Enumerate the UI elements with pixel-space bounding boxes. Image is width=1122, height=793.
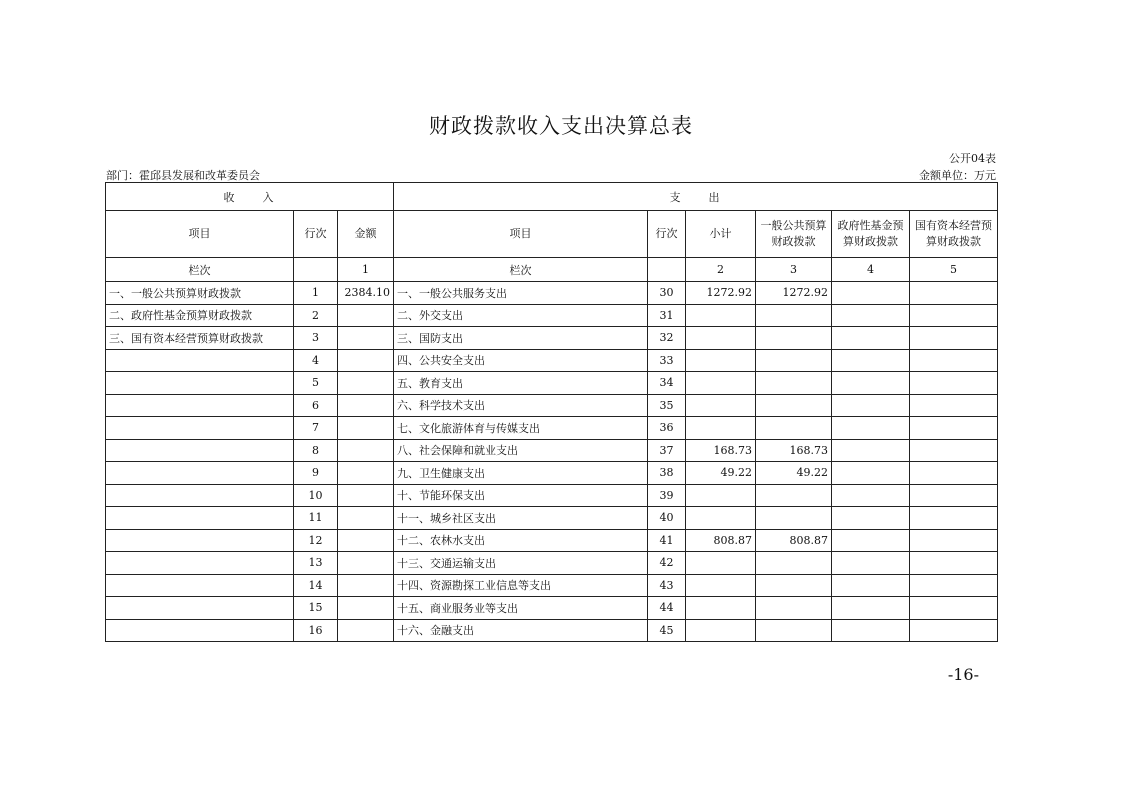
general-budget-cell: [756, 304, 832, 327]
income-item-cell: [106, 619, 294, 642]
lanci-empty: [294, 258, 338, 282]
expense-line-cell: 39: [648, 484, 686, 507]
expense-item-cell: 三、国防支出: [394, 327, 648, 350]
income-line-cell: 9: [294, 462, 338, 485]
table-row: [106, 484, 998, 507]
general-budget-cell: [756, 394, 832, 417]
lanci-c5: 5: [910, 258, 998, 282]
income-item-cell: [106, 394, 294, 417]
soe-budget-cell: [910, 597, 998, 620]
gov-fund-cell: [832, 619, 910, 642]
soe-budget-cell: [910, 372, 998, 395]
soe-budget-cell: [910, 619, 998, 642]
department-label: 部门：霍邱县发展和改革委员会: [106, 169, 260, 182]
expense-item-cell: 十一、城乡社区支出: [394, 507, 648, 530]
expense-item-cell: 九、卫生健康支出: [394, 462, 648, 485]
income-line-cell: 10: [294, 484, 338, 507]
header-gov-fund: 政府性基金预算财政拨款: [832, 211, 910, 258]
gov-fund-cell: [832, 484, 910, 507]
expense-item-cell: 十二、农林水支出: [394, 529, 648, 552]
general-budget-cell: [756, 417, 832, 440]
soe-budget-cell: [910, 529, 998, 552]
income-amount-cell: [338, 327, 394, 350]
income-item-cell: [106, 372, 294, 395]
table-row: [106, 574, 998, 597]
gov-fund-cell: [832, 439, 910, 462]
gov-fund-cell: [832, 597, 910, 620]
income-item-cell: [106, 484, 294, 507]
unit-label: 金额单位：万元: [919, 169, 996, 182]
soe-budget-cell: [910, 552, 998, 575]
income-line-cell: 3: [294, 327, 338, 350]
income-line-cell: 16: [294, 619, 338, 642]
income-amount-cell: [338, 484, 394, 507]
income-item-cell: [106, 597, 294, 620]
soe-budget-cell: [910, 327, 998, 350]
lanci-c3: 3: [756, 258, 832, 282]
gov-fund-cell: [832, 394, 910, 417]
general-budget-cell: [756, 574, 832, 597]
lanci-row: [106, 258, 998, 282]
table-row: [106, 304, 998, 327]
gov-fund-cell: [832, 574, 910, 597]
subtotal-cell: 1272.92: [686, 282, 756, 305]
income-line-cell: 14: [294, 574, 338, 597]
income-section-label: 收 入: [106, 183, 394, 211]
expense-item-cell: 十、节能环保支出: [394, 484, 648, 507]
header-soe-budget: 国有资本经营预算财政拨款: [910, 211, 998, 258]
income-amount-cell: [338, 574, 394, 597]
header-subtotal: 小计: [686, 211, 756, 258]
soe-budget-cell: [910, 304, 998, 327]
table-row: [106, 529, 998, 552]
income-line-cell: 8: [294, 439, 338, 462]
subtotal-cell: [686, 327, 756, 350]
income-line-cell: 2: [294, 304, 338, 327]
general-budget-cell: 49.22: [756, 462, 832, 485]
income-item-cell: [106, 462, 294, 485]
income-item-cell: [106, 349, 294, 372]
subtotal-cell: 49.22: [686, 462, 756, 485]
expense-item-cell: 十六、金融支出: [394, 619, 648, 642]
income-amount-cell: [338, 417, 394, 440]
table-row: [106, 552, 998, 575]
soe-budget-cell: [910, 349, 998, 372]
income-line-cell: 13: [294, 552, 338, 575]
soe-budget-cell: [910, 507, 998, 530]
income-item-cell: [106, 574, 294, 597]
gov-fund-cell: [832, 327, 910, 350]
expense-line-cell: 40: [648, 507, 686, 530]
income-amount-cell: [338, 619, 394, 642]
general-budget-cell: 1272.92: [756, 282, 832, 305]
income-line-cell: 15: [294, 597, 338, 620]
expense-line-cell: 35: [648, 394, 686, 417]
expense-line-cell: 45: [648, 619, 686, 642]
income-amount-cell: [338, 394, 394, 417]
table-row: [106, 507, 998, 530]
expense-item-cell: 十三、交通运输支出: [394, 552, 648, 575]
general-budget-cell: [756, 552, 832, 575]
table-row: [106, 394, 998, 417]
subtotal-cell: [686, 507, 756, 530]
income-line-cell: 6: [294, 394, 338, 417]
header-income-amount: 金额: [338, 211, 394, 258]
table-row: [106, 439, 998, 462]
income-line-cell: 5: [294, 372, 338, 395]
expense-item-cell: 二、外交支出: [394, 304, 648, 327]
header-general-budget: 一般公共预算财政拨款: [756, 211, 832, 258]
expense-line-cell: 31: [648, 304, 686, 327]
general-budget-cell: [756, 597, 832, 620]
expense-item-cell: 十五、商业服务业等支出: [394, 597, 648, 620]
general-budget-cell: 168.73: [756, 439, 832, 462]
expense-line-cell: 34: [648, 372, 686, 395]
income-amount-cell: [338, 372, 394, 395]
subtotal-cell: 168.73: [686, 439, 756, 462]
income-amount-cell: [338, 597, 394, 620]
form-number: 公开04表: [949, 152, 996, 165]
column-header-row: [106, 211, 998, 258]
lanci-label: 栏次: [106, 258, 294, 282]
soe-budget-cell: [910, 574, 998, 597]
income-amount-cell: [338, 507, 394, 530]
gov-fund-cell: [832, 529, 910, 552]
general-budget-cell: 808.87: [756, 529, 832, 552]
income-amount-cell: [338, 439, 394, 462]
expense-item-cell: 四、公共安全支出: [394, 349, 648, 372]
header-expense-item: 项目: [394, 211, 648, 258]
expense-section-label: 支 出: [394, 183, 998, 211]
lanci-c4: 4: [832, 258, 910, 282]
general-budget-cell: [756, 327, 832, 350]
section-header-row: [106, 183, 998, 211]
table-row: [106, 619, 998, 642]
page-number: -16-: [947, 665, 979, 684]
income-item-cell: 二、政府性基金预算财政拨款: [106, 304, 294, 327]
table-row: [106, 372, 998, 395]
gov-fund-cell: [832, 462, 910, 485]
expense-line-cell: 44: [648, 597, 686, 620]
page-title: 财政拨款收入支出决算总表: [429, 114, 693, 138]
expense-line-cell: 42: [648, 552, 686, 575]
expense-item-cell: 七、文化旅游体育与传媒支出: [394, 417, 648, 440]
gov-fund-cell: [832, 417, 910, 440]
subtotal-cell: [686, 372, 756, 395]
expense-line-cell: 30: [648, 282, 686, 305]
lanci-label-2: 栏次: [394, 258, 648, 282]
income-amount-cell: [338, 304, 394, 327]
gov-fund-cell: [832, 304, 910, 327]
soe-budget-cell: [910, 394, 998, 417]
income-item-cell: 一、一般公共预算财政拨款: [106, 282, 294, 305]
income-line-cell: 11: [294, 507, 338, 530]
soe-budget-cell: [910, 462, 998, 485]
expense-line-cell: 32: [648, 327, 686, 350]
table-row: [106, 462, 998, 485]
lanci-c1: 1: [338, 258, 394, 282]
income-amount-cell: [338, 349, 394, 372]
soe-budget-cell: [910, 417, 998, 440]
income-amount-cell: [338, 529, 394, 552]
expense-line-cell: 36: [648, 417, 686, 440]
header-expense-line: 行次: [648, 211, 686, 258]
table-row: [106, 597, 998, 620]
subtotal-cell: [686, 597, 756, 620]
subtotal-cell: [686, 574, 756, 597]
expense-line-cell: 43: [648, 574, 686, 597]
table-row: [106, 327, 998, 350]
expense-line-cell: 37: [648, 439, 686, 462]
subtotal-cell: [686, 619, 756, 642]
income-amount-cell: [338, 462, 394, 485]
lanci-c2: 2: [686, 258, 756, 282]
income-item-cell: [106, 529, 294, 552]
subtotal-cell: [686, 417, 756, 440]
income-item-cell: [106, 552, 294, 575]
gov-fund-cell: [832, 507, 910, 530]
income-item-cell: [106, 417, 294, 440]
income-line-cell: 4: [294, 349, 338, 372]
header-income-item: 项目: [106, 211, 294, 258]
general-budget-cell: [756, 507, 832, 530]
gov-fund-cell: [832, 282, 910, 305]
table-row: [106, 282, 998, 305]
expense-line-cell: 38: [648, 462, 686, 485]
income-line-cell: 1: [294, 282, 338, 305]
subtotal-cell: [686, 304, 756, 327]
expense-item-cell: 五、教育支出: [394, 372, 648, 395]
table-row: [106, 349, 998, 372]
gov-fund-cell: [832, 372, 910, 395]
expense-item-cell: 十四、资源勘探工业信息等支出: [394, 574, 648, 597]
income-item-cell: 三、国有资本经营预算财政拨款: [106, 327, 294, 350]
subtotal-cell: [686, 484, 756, 507]
income-amount-cell: [338, 552, 394, 575]
subtotal-cell: [686, 394, 756, 417]
general-budget-cell: [756, 349, 832, 372]
income-item-cell: [106, 439, 294, 462]
subtotal-cell: [686, 552, 756, 575]
general-budget-cell: [756, 484, 832, 507]
budget-table: [105, 182, 998, 642]
lanci-empty-2: [648, 258, 686, 282]
subtotal-cell: 808.87: [686, 529, 756, 552]
table-row: [106, 417, 998, 440]
income-amount-cell: 2384.10: [338, 282, 394, 305]
income-item-cell: [106, 507, 294, 530]
soe-budget-cell: [910, 484, 998, 507]
expense-line-cell: 41: [648, 529, 686, 552]
subtotal-cell: [686, 349, 756, 372]
income-line-cell: 12: [294, 529, 338, 552]
general-budget-cell: [756, 372, 832, 395]
soe-budget-cell: [910, 282, 998, 305]
expense-line-cell: 33: [648, 349, 686, 372]
gov-fund-cell: [832, 349, 910, 372]
header-income-line: 行次: [294, 211, 338, 258]
general-budget-cell: [756, 619, 832, 642]
expense-item-cell: 六、科学技术支出: [394, 394, 648, 417]
soe-budget-cell: [910, 439, 998, 462]
expense-item-cell: 一、一般公共服务支出: [394, 282, 648, 305]
income-line-cell: 7: [294, 417, 338, 440]
expense-item-cell: 八、社会保障和就业支出: [394, 439, 648, 462]
gov-fund-cell: [832, 552, 910, 575]
